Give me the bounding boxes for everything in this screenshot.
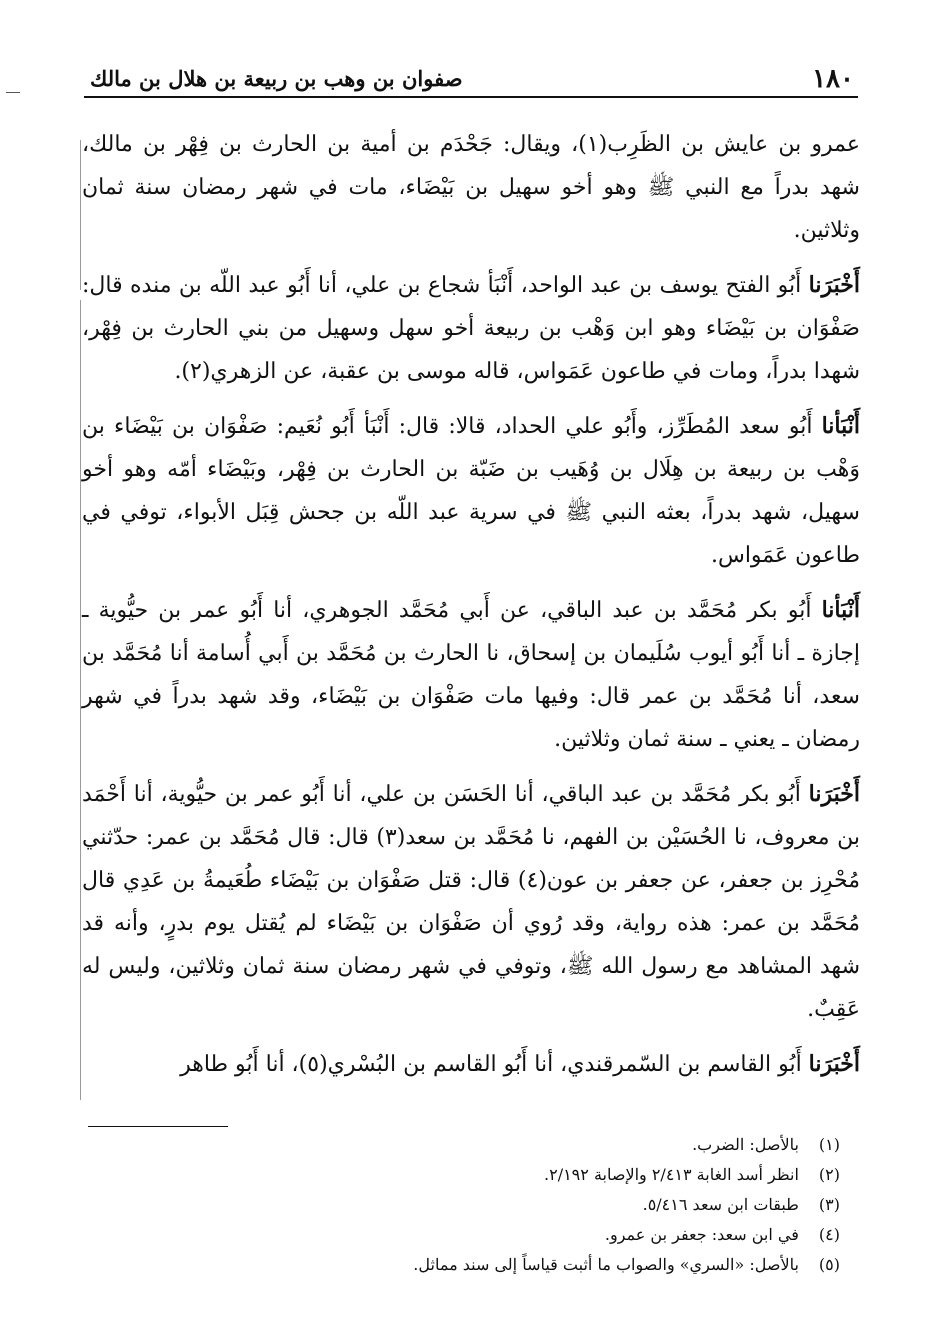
paragraph-text: أَبُو بكر مُحَمَّد بن عبد الباقي، أنا الحَسَن بن علي، أنا أَبُو عمر بن حيُّوية، أنا أَحْمَد بن معروف، نا الحُسَيْن بن الفهم، نا مُحَمَّد بن سعد(٣) قال: قال مُحَمَّد بن عمر: حدّثني مُحْرِز بن جعفر، عن جعفر بن عون(٤) قال: قتل صَفْوَان بن بَيْضَاء طُعَيمةُ بن عَدِي قال مُحَمَّد بن عمر: هذه رواية، وقد رُوي أن صَفْوَان بن بَيْضَاء لم يُقتل يوم بدرٍ، وأنه قد شهد المشاهد مع رسول الله ﷺ، وتوفي في شهر رمضان سنة ثمان وثلاثين، وليس له عَقِبٌ.	[82, 782, 860, 1022]
paragraph-lead: أَنْبَأنا	[821, 413, 860, 439]
paragraph-2	[82, 264, 860, 393]
footnote-text: في ابن سعد: جعفر بن عمرو.	[604, 1225, 799, 1244]
margin-tick-mark	[6, 92, 20, 93]
page-number: ١٨٠	[812, 64, 854, 94]
footnote-number: (٣)	[818, 1195, 840, 1214]
footnote-number: (٢)	[818, 1165, 840, 1184]
paragraph-text: أَبُو القاسم بن السّمرقندي، أنا أَبُو القاسم بن البُسْري(٥)، أنا أَبُو طاهر	[180, 1052, 809, 1077]
left-margin-rule	[80, 300, 81, 1100]
footnote-number: (١)	[818, 1135, 840, 1154]
paragraph-6	[82, 1043, 860, 1086]
footnote-5	[120, 1250, 840, 1280]
footnote-4	[120, 1220, 840, 1250]
paragraph-5	[82, 773, 860, 1031]
paragraph-lead: أَخْبَرَنا	[808, 272, 860, 298]
page-header	[84, 56, 858, 98]
paragraph-text: أَبُو الفتح يوسف بن عبد الواحد، أَنْبَأ شجاع بن علي، أنا أَبُو عبد اللّه بن منده قال: صَفْوَان بن بَيْضَاء وهو ابن وَهْب بن ربيعة أخو سهل وسهيل من بني الحارث بن فِهْر، شهدا بدراً، ومات في طاعون عَمَواس، قاله موسى بن عقبة، عن الزهري(٢).	[82, 273, 860, 384]
paragraph-lead: أَخْبَرَنا	[808, 1051, 860, 1077]
footnote-1	[120, 1130, 840, 1160]
footnote-text: بالأصل: «السري» والصواب ما أثبت قياساً إلى سند مماثل.	[413, 1255, 799, 1274]
footnote-number: (٥)	[818, 1255, 840, 1274]
footnote-3	[120, 1190, 840, 1220]
footnote-text: طبقات ابن سعد ٥/٤١٦.	[642, 1195, 799, 1214]
footnote-2	[120, 1160, 840, 1190]
footnote-separator	[88, 1126, 228, 1127]
footnotes	[120, 1130, 840, 1280]
paragraph-3	[82, 405, 860, 577]
paragraph-text: عمرو بن عايش بن الظَرِب(١)، ويقال: جَحْدَم بن أمية بن الحارث بن فِهْر بن مالك، شهد بدراً مع النبي ﷺ وهو أخو سهيل بن بَيْضَاء، مات في شهر رمضان سنة ثمان وثلاثين.	[82, 132, 860, 243]
left-margin-rule-upper	[80, 140, 81, 290]
running-title: صفوان بن وهب بن ربيعة بن هلال بن مالك	[90, 66, 463, 91]
footnote-text: انظر أسد الغابة ٢/٤١٣ والإصابة ٢/١٩٢.	[544, 1165, 799, 1184]
paragraph-text: أَبُو بكر مُحَمَّد بن عبد الباقي، عن أَبي مُحَمَّد الجوهري، أنا أَبُو عمر بن حيُّوية ـ إجازة ـ أنا أَبُو أيوب سُلَيمان بن إسحاق، نا الحارث بن مُحَمَّد بن أَبي أُسامة أنا مُحَمَّد بن سعد، أنا مُحَمَّد بن عمر قال: وفيها مات صَفْوَان بن بَيْضَاء، وقد شهد بدراً في شهر رمضان ـ يعني ـ سنة ثمان وثلاثين.	[82, 598, 860, 752]
paragraph-lead: أَنْبَأنا	[821, 597, 860, 623]
footnote-text: بالأصل: الضرب.	[692, 1135, 799, 1154]
paragraph-lead: أَخْبَرَنا	[808, 781, 860, 807]
paragraph-1	[82, 123, 860, 252]
paragraph-text: أَبُو سعد المُطَرِّز، وأَبُو علي الحداد، قالا: قال: أَنْبَأ أَبُو نُعَيم: صَفْوَان بن بَيْضَاء بن وَهْب بن ربيعة بن هِلَال بن وُهَيب بن ضَبّة بن الحارث بن فِهْر، وبَيْضَاء أمّه وهو أخو سهيل، شهد بدراً، بعثه النبي ﷺ في سرية عبد اللّه بن جحش قِبَل الأبواء، توفي في طاعون عَمَواس.	[82, 414, 860, 568]
paragraph-4	[82, 589, 860, 761]
body-text	[82, 123, 860, 1098]
footnote-number: (٤)	[818, 1225, 840, 1244]
